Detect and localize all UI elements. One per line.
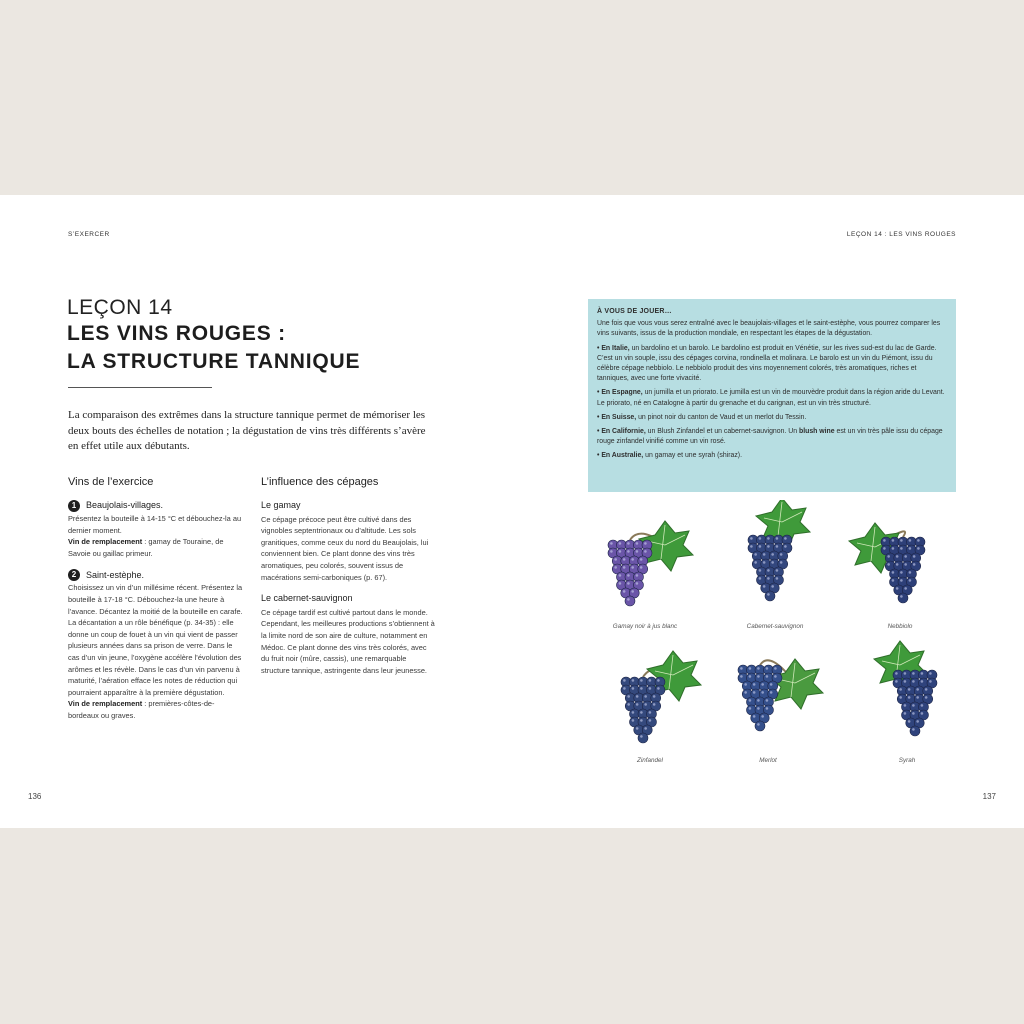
berry-highlight [896, 563, 899, 566]
berry-highlight [925, 696, 928, 699]
berry-highlight [892, 547, 895, 550]
grape-bunch-svg [722, 500, 830, 610]
berry-highlight [770, 691, 773, 694]
bullet-country: • En Espagne, [597, 389, 643, 397]
berry-highlight [909, 579, 912, 582]
berry-highlight [892, 571, 895, 574]
box-bullet-espagne [597, 388, 947, 408]
berry-highlight [908, 696, 911, 699]
berry-highlight [627, 703, 630, 706]
berry-highlight [761, 691, 764, 694]
berry-highlight [921, 704, 924, 707]
berry-highlight [749, 675, 752, 678]
berry-highlight [900, 579, 903, 582]
berry-highlight [644, 703, 647, 706]
berry-highlight [640, 679, 643, 682]
berry-highlight [750, 545, 753, 548]
berry-highlight [912, 672, 915, 675]
berry-highlight [640, 735, 643, 738]
bullet-text: un gamay et une syrah (shiraz). [643, 452, 743, 460]
berry-highlight [753, 715, 756, 718]
berry-highlight [909, 539, 912, 542]
berry-highlight [761, 683, 764, 686]
box-bullet-australie [597, 451, 947, 461]
berry-highlight [771, 585, 774, 588]
grape-bunch-svg [595, 515, 703, 625]
berry-highlight [757, 675, 760, 678]
lesson-title-line1: LES VINS ROUGES : [67, 322, 286, 345]
replacement-label: Vin de remplacement [68, 699, 143, 709]
intro-paragraph: La comparaison des extrêmes dans la structure tannique permet de mémoriser les deux bouts des échelles de notation ; la dégustation de vins très différents s’avère en effet utile aux débutants. [68, 409, 426, 452]
berry-highlight [636, 542, 639, 545]
berry-highlight [750, 537, 753, 540]
berry-highlight [632, 711, 635, 714]
berry-highlight [640, 566, 643, 569]
grape-caption: Merlot [759, 757, 777, 764]
berry-highlight [916, 720, 919, 723]
berry-highlight [757, 707, 760, 710]
berry-highlight [912, 704, 915, 707]
grape-bunch-svg [855, 640, 963, 750]
berry-highlight [896, 555, 899, 558]
cepages-heading: L’influence des cépages [261, 476, 379, 488]
berry-highlight [627, 582, 630, 585]
berry-highlight [649, 719, 652, 722]
berry-highlight [904, 563, 907, 566]
berry-highlight [627, 574, 630, 577]
box-bullet-californie [597, 427, 947, 447]
berry-highlight [763, 561, 766, 564]
berry-highlight [908, 720, 911, 723]
berry-highlight [892, 539, 895, 542]
berry-highlight [921, 672, 924, 675]
berry-highlight [644, 542, 647, 545]
berry-highlight [619, 542, 622, 545]
box-title: À VOUS DE JOUER… [597, 308, 672, 315]
berry-highlight [904, 712, 907, 715]
berry-highlight [640, 711, 643, 714]
grape-bunch-svg [845, 512, 953, 622]
bullet-country: • En Suisse, [597, 413, 637, 421]
berry-highlight [631, 590, 634, 593]
berry-highlight [766, 707, 769, 710]
exercise-column [68, 476, 243, 722]
berry-highlight [904, 680, 907, 683]
berry-highlight [892, 579, 895, 582]
berry-highlight [614, 558, 617, 561]
box-intro: Une fois que vous vous serez entraîné avec le beaujolais-villages et le saint-estèphe, vous pourrez comparer les vins suivants, issus de la production mondiale, en respectant les étapes de la dégustation. [597, 320, 941, 338]
grape-illustration-gamay [595, 515, 703, 635]
cepage-title-gamay: Le gamay [261, 500, 301, 510]
berry-highlight [908, 688, 911, 691]
berry-highlight [657, 679, 660, 682]
berry-highlight [774, 667, 777, 670]
grape-illustration-merlot [725, 643, 833, 763]
berry-highlight [644, 550, 647, 553]
grape-caption: Nebbiolo [887, 623, 913, 630]
berry-highlight [767, 577, 770, 580]
berry-highlight [757, 723, 760, 726]
grape-caption: Syrah [898, 757, 916, 764]
cepages-column [261, 476, 436, 676]
lesson-title [67, 320, 387, 376]
berry-highlight [753, 683, 756, 686]
berry-highlight [904, 587, 907, 590]
berry-highlight [763, 585, 766, 588]
berry-highlight [776, 577, 779, 580]
berry-highlight [883, 539, 886, 542]
replacement-line [68, 698, 243, 721]
berry-highlight [900, 539, 903, 542]
replacement-text: : premières-côtes-de-bordeaux ou graves. [68, 699, 215, 720]
berry-highlight [776, 537, 779, 540]
berry-highlight [610, 550, 613, 553]
berry-highlight [900, 595, 903, 598]
berry-highlight [653, 695, 656, 698]
berry-highlight [917, 547, 920, 550]
berry-highlight [767, 545, 770, 548]
berry-highlight [757, 667, 760, 670]
berry-highlight [640, 687, 643, 690]
berry-highlight [614, 566, 617, 569]
berry-highlight [883, 547, 886, 550]
berry-highlight [770, 683, 773, 686]
exercise-item-text: Présentez la bouteille à 14-15 °C et débouchez-la au dernier moment. [68, 514, 242, 535]
berry-highlight [895, 672, 898, 675]
berry-highlight [774, 675, 777, 678]
grape-berry [898, 593, 908, 603]
berry-highlight [649, 687, 652, 690]
grape-caption: Gamay noir à jus blanc [612, 623, 678, 630]
berry-highlight [767, 537, 770, 540]
berry-highlight [887, 563, 890, 566]
lesson-number: LEÇON 14 [67, 296, 173, 319]
berry-highlight [757, 699, 760, 702]
berry-highlight [749, 667, 752, 670]
berry-highlight [649, 679, 652, 682]
berry-highlight [627, 695, 630, 698]
berry-highlight [766, 699, 769, 702]
berry-highlight [759, 577, 762, 580]
berry-highlight [644, 727, 647, 730]
exercise-item-2-head [68, 569, 243, 581]
berry-highlight [761, 715, 764, 718]
berry-highlight [912, 680, 915, 683]
berry-highlight [784, 545, 787, 548]
grape-illustration-zinfandel [605, 645, 713, 765]
bullet-text: un bardolino et un barolo. Le bardolino est produit en Vénétie, sur les rives sud-est du lac de Garde. C’est un vin souple, issu des cépages corvina, rondinella et molinara. Le barolo est un vin du Piémont, issu du célèbre cépage nebbiolo. Le nebbiolo produit des vins moyennement colorés, très aromatiques, riches et tanniques, avec une forte vivacité. [597, 344, 937, 383]
berry-highlight [649, 711, 652, 714]
berry-highlight [917, 539, 920, 542]
grape-berry [910, 726, 920, 736]
berry-highlight [623, 679, 626, 682]
berry-highlight [640, 719, 643, 722]
berry-highlight [749, 699, 752, 702]
bullet-text: un jumilla et un priorato. Le jumilla est un vin de mourvèdre produit dans la région aride du Levant. Le priorato, né en Catalogne à partir du grenache et du carignan, est un vin très structuré. [597, 389, 945, 407]
berry-highlight [776, 545, 779, 548]
berry-highlight [900, 547, 903, 550]
berry-highlight [767, 569, 770, 572]
berry-highlight [619, 550, 622, 553]
berry-highlight [913, 563, 916, 566]
berry-highlight [780, 561, 783, 564]
berry-highlight [904, 672, 907, 675]
berry-highlight [636, 582, 639, 585]
folio-right: 137 [982, 792, 996, 801]
berry-highlight [644, 695, 647, 698]
bullet-country: • En Californie, [597, 428, 646, 436]
berry-highlight [766, 675, 769, 678]
berry-highlight [912, 712, 915, 715]
grape-illustration-cabernet [722, 500, 830, 620]
running-head-left: S’EXERCER [68, 231, 110, 238]
berry-highlight [916, 688, 919, 691]
berry-highlight [619, 574, 622, 577]
folio-left: 136 [28, 792, 42, 801]
berry-highlight [887, 555, 890, 558]
berry-highlight [929, 680, 932, 683]
berry-highlight [631, 566, 634, 569]
berry-highlight [640, 558, 643, 561]
bullet-country: • En Italie, [597, 344, 630, 352]
cepage-text-cabernet: Ce cépage tardif est cultivé partout dans le monde. Cependant, les meilleures productions s’obtiennent à la limite nord de son aire de culture, notamment en Médoc. Ce plant donne des vins très colorés, avec du fruit noir (mûre, cassis), une remarquable structure tannique, astringente dans leur jeunesse. [261, 607, 435, 675]
grape-berry [755, 721, 765, 731]
berry-highlight [632, 679, 635, 682]
berry-highlight [904, 555, 907, 558]
berry-highlight [921, 712, 924, 715]
berry-highlight [636, 703, 639, 706]
berry-highlight [744, 691, 747, 694]
grape-berry [638, 733, 648, 743]
berry-highlight [619, 582, 622, 585]
berry-highlight [771, 553, 774, 556]
replacement-text: : gamay de Touraine, de Savoie ou gaillac primeur. [68, 537, 224, 558]
bullet-text: un Blush Zinfandel et un cabernet-sauvignon. Un [645, 428, 799, 436]
berry-highlight [623, 687, 626, 690]
berry-highlight [909, 571, 912, 574]
berry-highlight [636, 550, 639, 553]
replacement-line [68, 536, 243, 559]
berry-highlight [759, 545, 762, 548]
berry-highlight [631, 558, 634, 561]
berry-highlight [899, 696, 902, 699]
berry-highlight [623, 590, 626, 593]
berry-highlight [657, 687, 660, 690]
replacement-label: Vin de remplacement [68, 537, 143, 547]
berry-highlight [610, 542, 613, 545]
exercise-item-text: Choisissez un vin d’un millésime récent. Présentez la bouteille à 17-18 °C. Débouchez-la une heure à l’avance. Décantez la moitié de la bouteille en carafe. La décantation a un rôle bénéfique (p. 34-35) : elle donne un coup de fouet à un vin qui vient de passer plusieurs années dans sa prison de verre. Dans le cas d’un vin jeune, l’oxygène accélère l’évolution des arômes et les révèle. Dans le cas d’un vin parvenu à maturité, l’aération efface les notes de réduction qui pourraient apparaître à la première dégustation. [68, 583, 243, 697]
berry-highlight [925, 688, 928, 691]
bullet-text: est un vin très pâle issu du cépage rouge zinfandel vinifié comme un vin rosé. [597, 428, 943, 446]
berry-highlight [929, 672, 932, 675]
berry-highlight [780, 553, 783, 556]
berry-highlight [916, 696, 919, 699]
grape-berry [765, 591, 775, 601]
berry-highlight [636, 574, 639, 577]
berry-highlight [636, 727, 639, 730]
box-bullet-suisse [597, 413, 947, 423]
berry-highlight [627, 598, 630, 601]
berry-highlight [623, 566, 626, 569]
berry-highlight [784, 537, 787, 540]
grape-berry [625, 596, 635, 606]
berry-highlight [627, 550, 630, 553]
grape-bunch-svg [725, 643, 833, 753]
number-badge: 2 [68, 569, 80, 581]
cepage-text-gamay: Ce cépage précoce peut être cultivé dans des vignobles septentrionaux ou d’altitude. Les sols granitiques, comme ceux du nord du Beaujolais, lui conviennent bien. Ce plant donne des vins très aromatiques, peu colorés, souvent issus de macérations semi-carboniques (p. 67). [261, 514, 429, 582]
exercise-item-1-head [68, 500, 243, 512]
berry-highlight [913, 555, 916, 558]
berry-highlight [754, 561, 757, 564]
berry-highlight [900, 571, 903, 574]
a-vous-de-jouer-box [588, 299, 956, 492]
grape-caption: Zinfandel [637, 757, 663, 764]
exercise-heading: Vins de l’exercice [68, 476, 154, 488]
grape-illustration-syrah [855, 640, 963, 760]
number-badge: 1 [68, 500, 80, 512]
berry-highlight [899, 688, 902, 691]
berry-highlight [912, 728, 915, 731]
berry-highlight [909, 547, 912, 550]
berry-highlight [627, 542, 630, 545]
berry-highlight [623, 558, 626, 561]
title-rule [68, 387, 212, 388]
berry-highlight [754, 553, 757, 556]
berry-highlight [753, 691, 756, 694]
berry-highlight [632, 687, 635, 690]
berry-highlight [749, 707, 752, 710]
box-bullet-italie [597, 344, 947, 385]
cepage-title-cabernet: Le cabernet-sauvignon [261, 593, 353, 604]
berry-highlight [636, 695, 639, 698]
grape-caption: Cabernet-sauvignon [746, 623, 804, 630]
berry-highlight [767, 593, 770, 596]
running-head-right: LEÇON 14 : LES VINS ROUGES [846, 231, 956, 238]
berry-highlight [766, 667, 769, 670]
grape-illustration-nebbiolo [845, 512, 953, 632]
berry-highlight [653, 703, 656, 706]
bullet-bold-term: blush wine [798, 428, 835, 436]
berry-highlight [763, 553, 766, 556]
berry-highlight [776, 569, 779, 572]
berry-highlight [740, 667, 743, 670]
berry-highlight [740, 675, 743, 678]
berry-highlight [759, 569, 762, 572]
berry-highlight [771, 561, 774, 564]
lesson-title-line2: LA STRUCTURE TANNIQUE [67, 350, 361, 373]
berry-highlight [904, 704, 907, 707]
bullet-text: un pinot noir du canton de Vaud et un merlot du Tessin. [636, 413, 807, 421]
berry-highlight [744, 683, 747, 686]
berry-highlight [895, 680, 898, 683]
bullet-country: • En Australie, [597, 452, 644, 460]
berry-highlight [896, 587, 899, 590]
berry-highlight [632, 719, 635, 722]
berry-highlight [921, 680, 924, 683]
grape-bunch-svg [605, 645, 713, 755]
berry-highlight [759, 537, 762, 540]
exercise-item-name: Beaujolais-villages. [86, 500, 164, 511]
exercise-item-name: Saint-estèphe. [86, 569, 145, 580]
